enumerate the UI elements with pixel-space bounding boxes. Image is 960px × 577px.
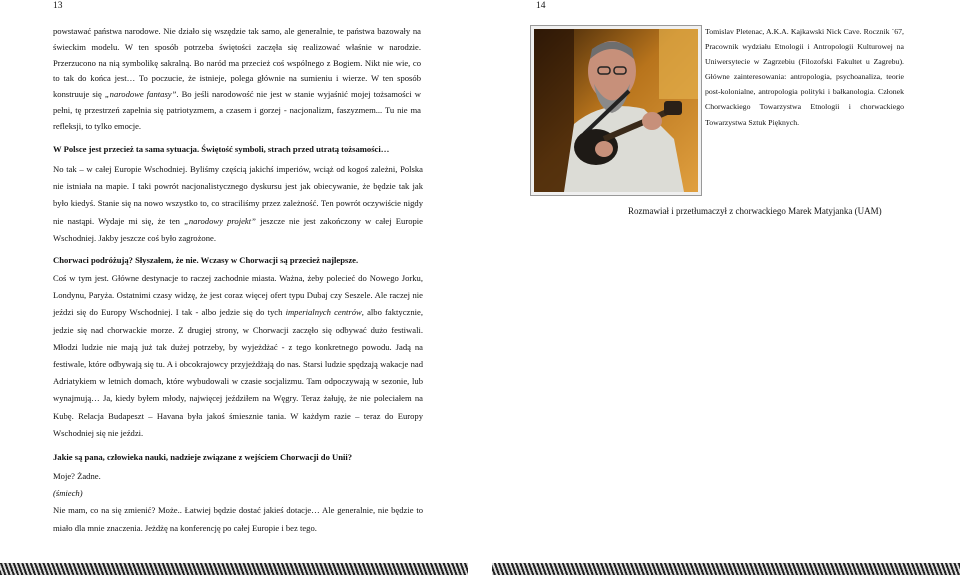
interview-body — [53, 144, 423, 537]
photo — [531, 26, 701, 195]
answer-3-line-3: Nie mam, co na się zmienić? Może.. Łatwiej będzie dostać jakieś dotacje… Ale generalnie, nie będzie to miało dla mnie znaczenia. Jeżdżę na konferencję po całej Europie i bez tego. — [53, 505, 423, 533]
answer-3-line-1: Moje? Żadne. — [53, 471, 101, 482]
question-2: Chorwaci podróżują? Słyszałem, że nie. Wczasy w Chorwacji są przecież najlepsze. — [53, 255, 359, 266]
answer-2: Coś w tym jest. Główne destynacje to raczej zachodnie miasta. Ważna, żeby polecieć do Nowego Jorku, Londynu, Paryża. Ostatnimi czasy widzę, że jest coraz więcej ofert typu Dubaj czy Seszele. Ale raczej nie jeździ się do Europy Wschodniej. I tak - albo jedzie się do tych imperialnych centrów, albo faktycznie, jedzie się nad chorwackie morze. Z drugiej strony, w Chorwacji zaczęło się odbywać dużo festiwali. Młodzi ludzie nie mają już tak dużej potrzeby, by wyjeżdżać - z tego konkretnego powodu. Jadą na festiwale, które odbywają się tu. A i obcokrajowcy przyjeżdżają do nas. Starsi ludzie spędzają wakacje nad Adriatykiem w letnich domach, które wybudowali w czasie socjalizmu. Tam odpoczywają w sezonie, lub wynajmują… Ja, kiedy byłem młody, najwięcej jeździłem na Węgry. Teraz żałuję, że nie poleciałem na Kubę. Relacja Budapeszt – Havana była jakoś śmiesznie tania. W każdym razie – teraz do Europy Wschodniej się nie jeździ. — [53, 273, 423, 438]
paragraph: powstawać państwa narodowe. Nie działo się wszędzie tak samo, ale generalnie, te państwa bazowały na świeckim modelu. W ten sposób potrzeba świętości zaczęła się realizować właśnie w narodzie. Przerzucono na nią symbolikę sakralną. Bo naród ma przecież coś wspólnego z Bogiem. Nikt nie wie, co to tak do końca jest… To poczucie, że istnieje, polega głównie na sumieniu i wierze. W ten sposób konstruuje się „narodowe fantasy”. Bo jeśli narodowość nie jest w stanie wyjaśnić mojej tożsamości w pełni, tę przestrzeń zapełnia się patriotyzmem, a czasem i gorzej - nacjonalizm, faszyzmem... Tu nie ma refleksji, to tylko emocje. — [53, 26, 422, 131]
man-playing-mandolin-photo-icon — [534, 29, 698, 192]
answer-1: No tak – w całej Europie Wschodniej. Byliśmy częścią jakichś imperiów, wciąż od kogoś zależni, Polska nie istniała na mapie. I taki powrót nacjonalistycznego dyskursu jest jak obiecywanie, że będzie tak jak było kiedyś. Stanie się na nowo wszystko to, co straciliśmy przez zależność. Ten powrót oczywiście nigdy nie nastąpi. Wydaje mi się, że ten „narodowy projekt” jeszcze nie jest zakończony w całej Europie Wschodniej. Jakby jeszcze coś było zagrożone. — [53, 164, 423, 243]
bio-text: Tomislav Pletenac, A.K.A. Kajkawski Nick Cave. Rocznik `67, Pracownik wydziału Etnologii i Antropologii Kulturowej na Uniwersytecie w Zagrzebiu (Filozofski Fakultet u Zagrebu). Główne zainteresowania: antropologia, psychoanaliza, teorie post-kolonialne, antropologia polityki i bałkanologia. Członek Chorwackiego Towarzystwa Etnologii i chorwackiego Towarzystwa Sztuk Pięknych. — [705, 27, 904, 127]
question-1: W Polsce jest przecież ta sama sytuacja. Świętość symboli, strach przed utratą tożsamości… — [53, 144, 390, 154]
question-3: Jakie są pana, człowieka nauki, nadzieje związane z wejściem Chorwacji do Unii? — [53, 452, 353, 463]
left-top-text — [53, 24, 421, 135]
answer-3-line-2: (śmiech) — [53, 488, 83, 499]
page-gutter — [468, 563, 492, 575]
page-number-left: 13 — [53, 1, 63, 11]
interview-credit: Rozmawiał i przetłumaczył z chorwackiego Marek Matyjanka (UAM) — [628, 206, 882, 216]
page-number-right: 14 — [536, 1, 546, 11]
author-bio — [705, 24, 904, 130]
